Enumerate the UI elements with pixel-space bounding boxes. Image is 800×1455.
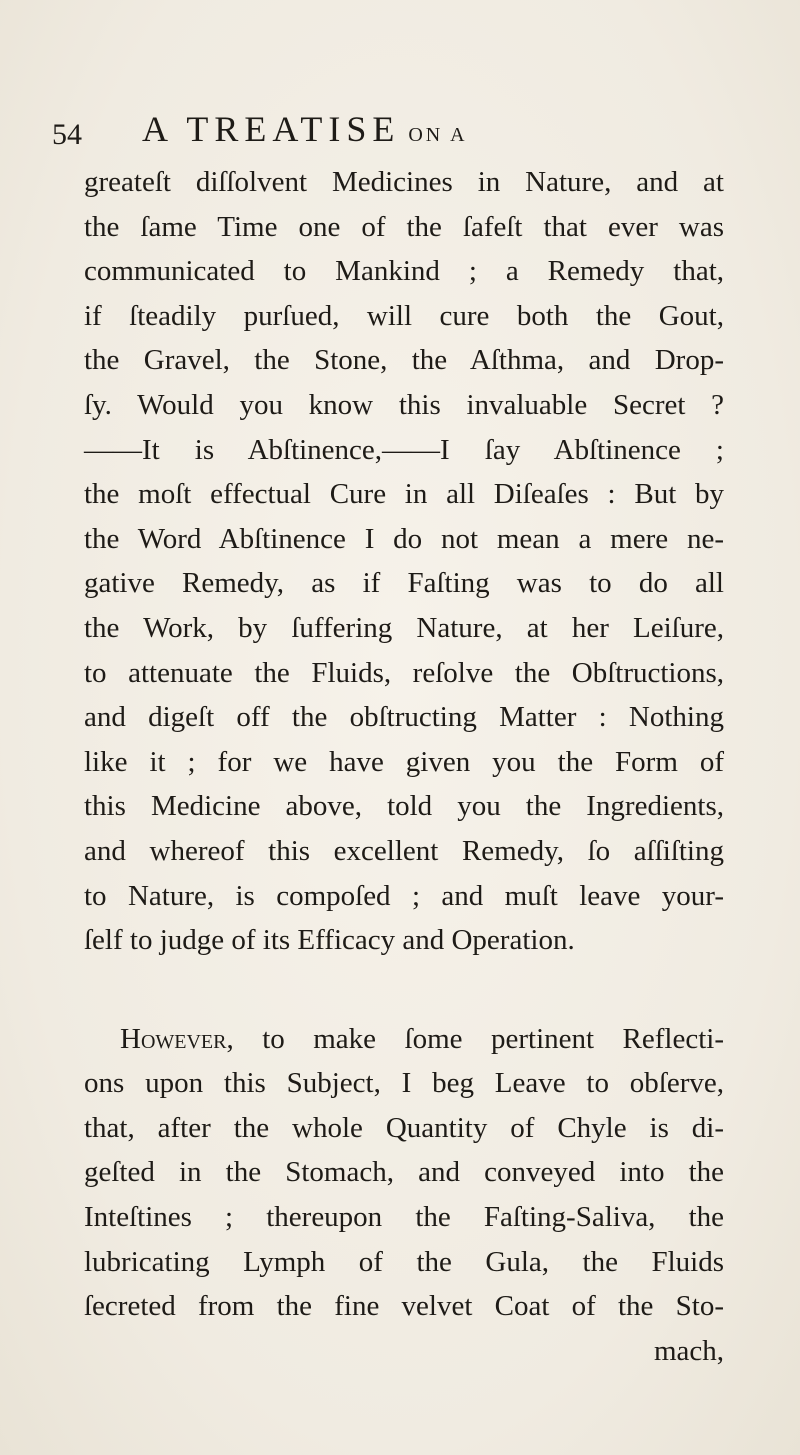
text-line: like it ; for we have given you the Form of (84, 745, 724, 778)
paragraph-1 (84, 160, 724, 963)
text-line: ons upon this Subject, I beg Leave to obſerve, (84, 1067, 724, 1100)
text-line: ſecreted from the fine velvet Coat of the Sto- (84, 1290, 724, 1323)
text-line: greateſt diſſolvent Medicines in Nature, and at (84, 166, 724, 198)
text-line: ſelf to judge of its Efficacy and Operation. (84, 924, 575, 957)
first-line-rest: to make ſome pertinent Reflecti- (233, 1022, 724, 1055)
running-title (142, 108, 468, 150)
text-line: the moſt effectual Cure in all Diſeaſes : But by (84, 478, 724, 511)
page-number: 54 (52, 118, 82, 151)
text-line: ——It is Abſtinence,——I ſay Abſtinence ; (84, 433, 724, 466)
running-header (52, 108, 752, 156)
running-title-main: A TREATISE (142, 109, 401, 149)
text-line: lubricating Lymph of the Gula, the Fluids (84, 1245, 724, 1278)
text-line: to attenuate the Fluids, reſolve the Obſtructions, (84, 656, 724, 689)
text-line: the Work, by ſuffering Nature, at her Leiſure, (84, 611, 724, 644)
catchword: mach, (653, 1334, 724, 1367)
running-title-small: ON A (408, 124, 468, 146)
text-line: the ſame Time one of the ſafeſt that ever was (84, 210, 724, 243)
text-line: and whereof this excellent Remedy, ſo aſſiſting (84, 834, 724, 867)
text-line: Inteſtines ; thereupon the Faſting-Saliva, the (84, 1201, 724, 1234)
text-line: gative Remedy, as if Faſting was to do all (84, 567, 724, 600)
text-line: to Nature, is compoſed ; and muſt leave your- (84, 879, 724, 912)
text-line: and digeſt off the obſtructing Matter : Nothing (84, 701, 724, 734)
paragraph-2 (84, 1017, 724, 1374)
text-line: the Gravel, the Stone, the Aſthma, and Drop- (84, 344, 724, 377)
text-line: if ſteadily purſued, will cure both the Gout, (84, 299, 724, 332)
text-line: ſy. Would you know this invaluable Secret ? (84, 388, 724, 421)
lead-word: However, (120, 1022, 234, 1055)
paragraph-gap (84, 963, 724, 1017)
text-line-first (84, 1017, 724, 1062)
text-line: that, after the whole Quantity of Chyle is di- (84, 1111, 724, 1144)
text-line: communicated to Mankind ; a Remedy that, (84, 255, 724, 288)
text-line: this Medicine above, told you the Ingredients, (84, 790, 724, 823)
body-text (84, 160, 724, 1373)
text-line: geſted in the Stomach, and conveyed into the (84, 1156, 724, 1189)
text-line: the Word Abſtinence I do not mean a mere ne- (84, 522, 724, 555)
